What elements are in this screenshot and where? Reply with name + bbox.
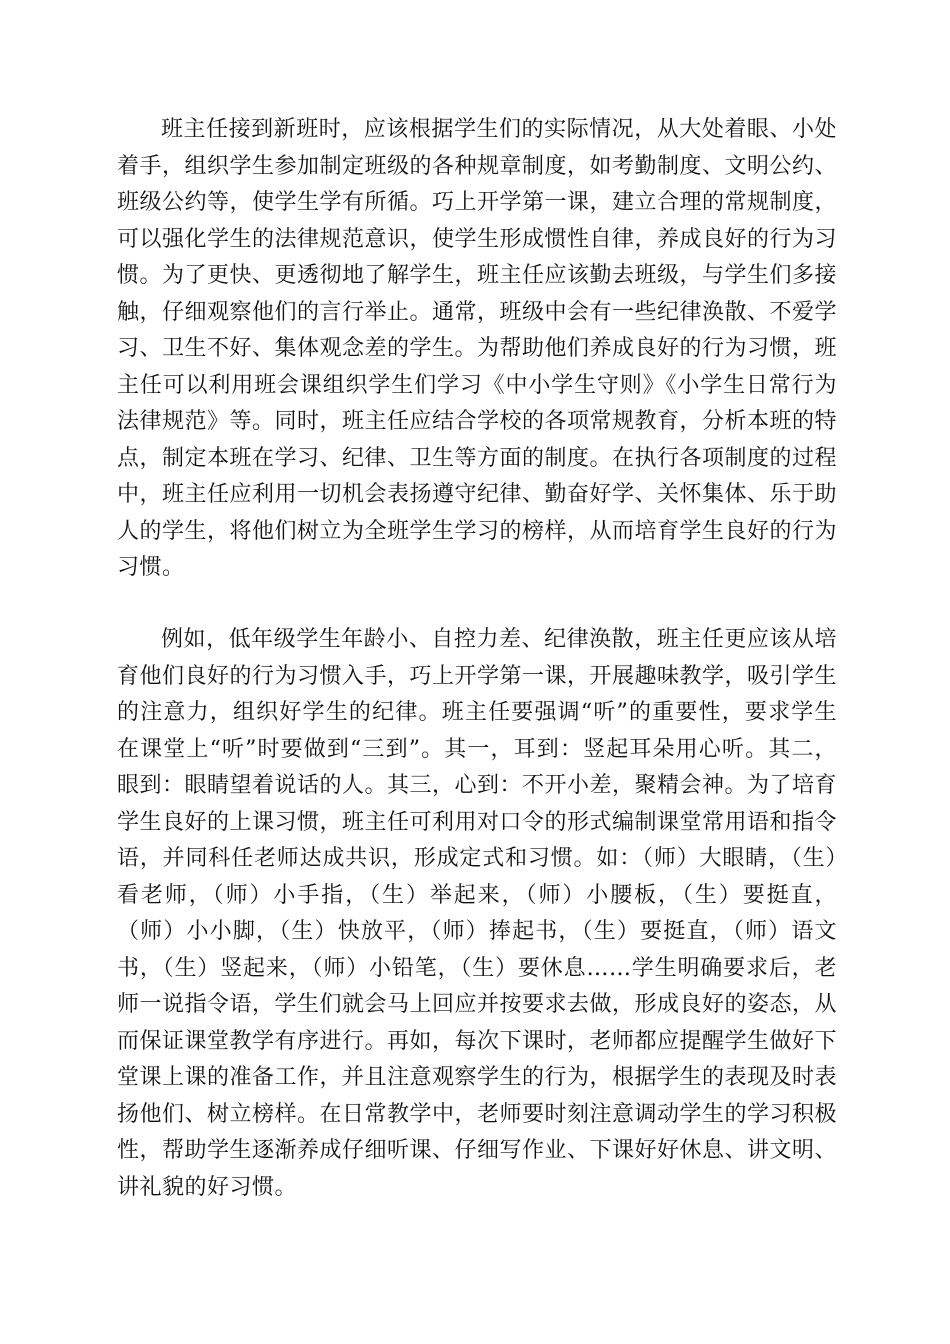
body-paragraph: 例如，低年级学生年龄小、自控力差、纪律涣散，班主任更应该从培育他们良好的行为习惯入手，巧上开学第一课，开展趣味教学，吸引学生的注意力，组织好学生的纪律。班主任要强调“听”的重要性，要求学生在课堂上“听”时要做到“三到”。其一，耳到：竖起耳朵用心听。其二，眼到：眼睛望着说话的人。其三，心到：不开小差，聚精会神。为了培育学生良好的上课习惯，班主任可利用对口令的形式编制课堂常用语和指令语，并同科任老师达成共识，形成定式和习惯。如：（师）大眼睛，（生）看老师，（师）小手指，（生）举起来，（师）小腰板，（生）要挺直，（师）小小脚，（生）快放平，（师）捧起书，（生）要挺直，（师）语文书，（生）竖起来，（师）小铅笔，（生）要休息……学生明确要求后，老师一说指令语，学生们就会马上回应并按要求去做，形成良好的姿态，从而保证课堂教学有序进行。再如，每次下课时，老师都应提醒学生做好下堂课上课的准备工作，并且注意观察学生的行为，根据学生的表现及时表扬他们、树立榜样。在日常教学中，老师要时刻注意调动学生的学习积极性，帮助学生逐渐养成仔细听课、仔细写作业、下课好好休息、讲文明、讲礼貌的好习惯。 [117,627,838,1200]
body-paragraph: 班主任接到新班时，应该根据学生们的实际情况，从大处着眼、小处着手，组织学生参加制定班级的各种规章制度，如考勤制度、文明公约、班级公约等，使学生学有所循。巧上开学第一课，建立合理的常规制度，可以强化学生的法律规范意识，使学生形成惯性自律，养成良好的行为习惯。为了更快、更透彻地了解学生，班主任应该勤去班级，与学生们多接触，仔细观察他们的言行举止。通常，班级中会有一些纪律涣散、不爱学习、卫生不好、集体观念差的学生。为帮助他们养成良好的行为习惯，班主任可以利用班会课组织学生们学习《中小学生守则》《小学生日常行为法律规范》等。同时，班主任应结合学校的各项常规教育，分析本班的特点，制定本班在学习、纪律、卫生等方面的制度。在执行各项制度的过程中，班主任应利用一切机会表扬遵守纪律、勤奋好学、关怀集体、乐于助人的学生，将他们树立为全班学生学习的榜样，从而培育学生良好的行为习惯。 [117,117,838,580]
